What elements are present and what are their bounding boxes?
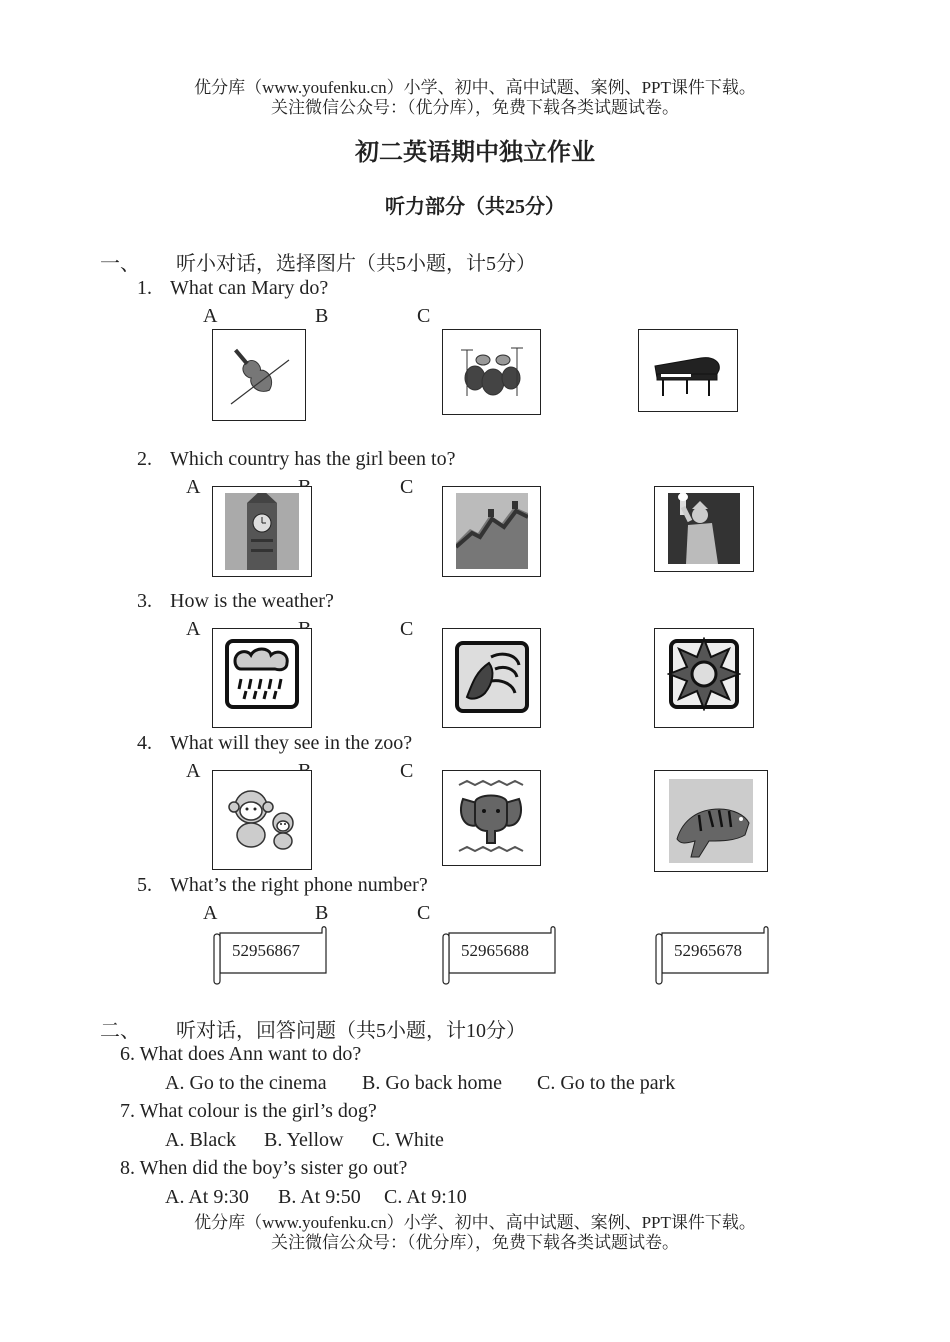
- question-text: How is the weather?: [170, 590, 334, 612]
- violin-icon: [223, 340, 295, 410]
- grand-piano-icon: [651, 344, 725, 400]
- option-letter-a: A: [186, 760, 201, 782]
- section2-heading: 听对话，回答问题（共5小题，计10分）: [176, 1020, 526, 1042]
- answer-option-a[interactable]: A. Go to the cinema: [165, 1072, 327, 1094]
- section1-heading: 听小对话，选择图片（共5小题，计5分）: [176, 253, 536, 275]
- option-letter-a: A: [203, 902, 218, 924]
- option-letter-c: C: [400, 618, 414, 640]
- drum-kit-icon: [455, 338, 527, 404]
- elephant-icon: [453, 777, 529, 857]
- footer-line-2: 关注微信公众号：（优分库），免费下载各类试题试卷。: [271, 1233, 679, 1252]
- question-text: What’s the right phone number?: [170, 874, 428, 896]
- option-letter-c: C: [417, 902, 431, 924]
- picture-option-c[interactable]: [638, 329, 738, 412]
- page-title: 初二英语期中独立作业: [355, 140, 595, 166]
- answer-option-b[interactable]: B. At 9:50: [278, 1186, 361, 1208]
- phone-number-option-c[interactable]: [652, 925, 772, 985]
- option-letter-c: C: [417, 305, 431, 327]
- picture-option-c[interactable]: [654, 770, 768, 872]
- option-letter-c: C: [400, 476, 414, 498]
- option-letter-b: B: [315, 902, 329, 924]
- picture-option-b[interactable]: [442, 628, 541, 728]
- option-letter-a: A: [186, 618, 201, 640]
- option-letter-a: A: [203, 305, 218, 327]
- question-number: 3.: [137, 590, 152, 612]
- picture-option-b[interactable]: [442, 329, 541, 415]
- sun-icon: [667, 637, 741, 711]
- big-ben-icon: [225, 493, 299, 570]
- option-letter-b: B: [315, 305, 329, 327]
- phone-number-text: 52965678: [674, 941, 742, 960]
- picture-option-a[interactable]: [212, 770, 312, 870]
- answer-option-a[interactable]: A. At 9:30: [165, 1186, 249, 1208]
- picture-option-a[interactable]: [212, 486, 312, 577]
- question-text: What will they see in the zoo?: [170, 732, 413, 754]
- question-number: 2.: [137, 448, 152, 470]
- question-number: 1.: [137, 277, 152, 299]
- tiger-icon: [669, 779, 753, 863]
- question-number: 5.: [137, 874, 152, 896]
- option-letter-c: C: [400, 760, 414, 782]
- answer-option-c[interactable]: C. White: [372, 1129, 444, 1151]
- section2-number: 二、: [100, 1020, 140, 1042]
- picture-option-c[interactable]: [654, 486, 754, 572]
- phone-number-text: 52956867: [232, 941, 300, 960]
- answer-option-b[interactable]: B. Go back home: [362, 1072, 502, 1094]
- rain-icon: [225, 639, 299, 709]
- question-number: 4.: [137, 732, 152, 754]
- answer-option-c[interactable]: C. At 9:10: [384, 1186, 467, 1208]
- phone-number-option-b[interactable]: [439, 925, 559, 985]
- option-letter-a: A: [186, 476, 201, 498]
- picture-option-b[interactable]: [442, 486, 541, 577]
- question-text: 8. When did the boy’s sister go out?: [120, 1157, 408, 1179]
- header-line-2: 关注微信公众号：（优分库），免费下载各类试题试卷。: [271, 98, 679, 117]
- picture-option-c[interactable]: [654, 628, 754, 728]
- question-text: Which country has the girl been to?: [170, 448, 456, 470]
- question-text: What can Mary do?: [170, 277, 329, 299]
- section-subtitle: 听力部分（共25分）: [385, 196, 565, 218]
- statue-of-liberty-icon: [668, 493, 740, 564]
- question-text: 7. What colour is the girl’s dog?: [120, 1100, 377, 1122]
- question-text: 6. What does Ann want to do?: [120, 1043, 362, 1065]
- picture-option-a[interactable]: [212, 628, 312, 728]
- picture-option-a[interactable]: [212, 329, 306, 421]
- section1-number: 一、: [100, 253, 140, 275]
- header-line-1: 优分库（www.youfenku.cn）小学、初中、高中试题、案例、PPT课件下载。: [194, 78, 756, 97]
- phone-number-option-a[interactable]: [210, 925, 330, 985]
- answer-option-c[interactable]: C. Go to the park: [537, 1072, 676, 1094]
- monkey-icon: [225, 783, 301, 855]
- answer-option-a[interactable]: A. Black: [165, 1129, 237, 1151]
- phone-number-text: 52965688: [461, 941, 529, 960]
- footer-line-1: 优分库（www.youfenku.cn）小学、初中、高中试题、案例、PPT课件下载。: [194, 1213, 756, 1232]
- wind-icon: [455, 641, 529, 713]
- picture-option-b[interactable]: [442, 770, 541, 866]
- answer-option-b[interactable]: B. Yellow: [264, 1129, 344, 1151]
- great-wall-icon: [456, 493, 528, 569]
